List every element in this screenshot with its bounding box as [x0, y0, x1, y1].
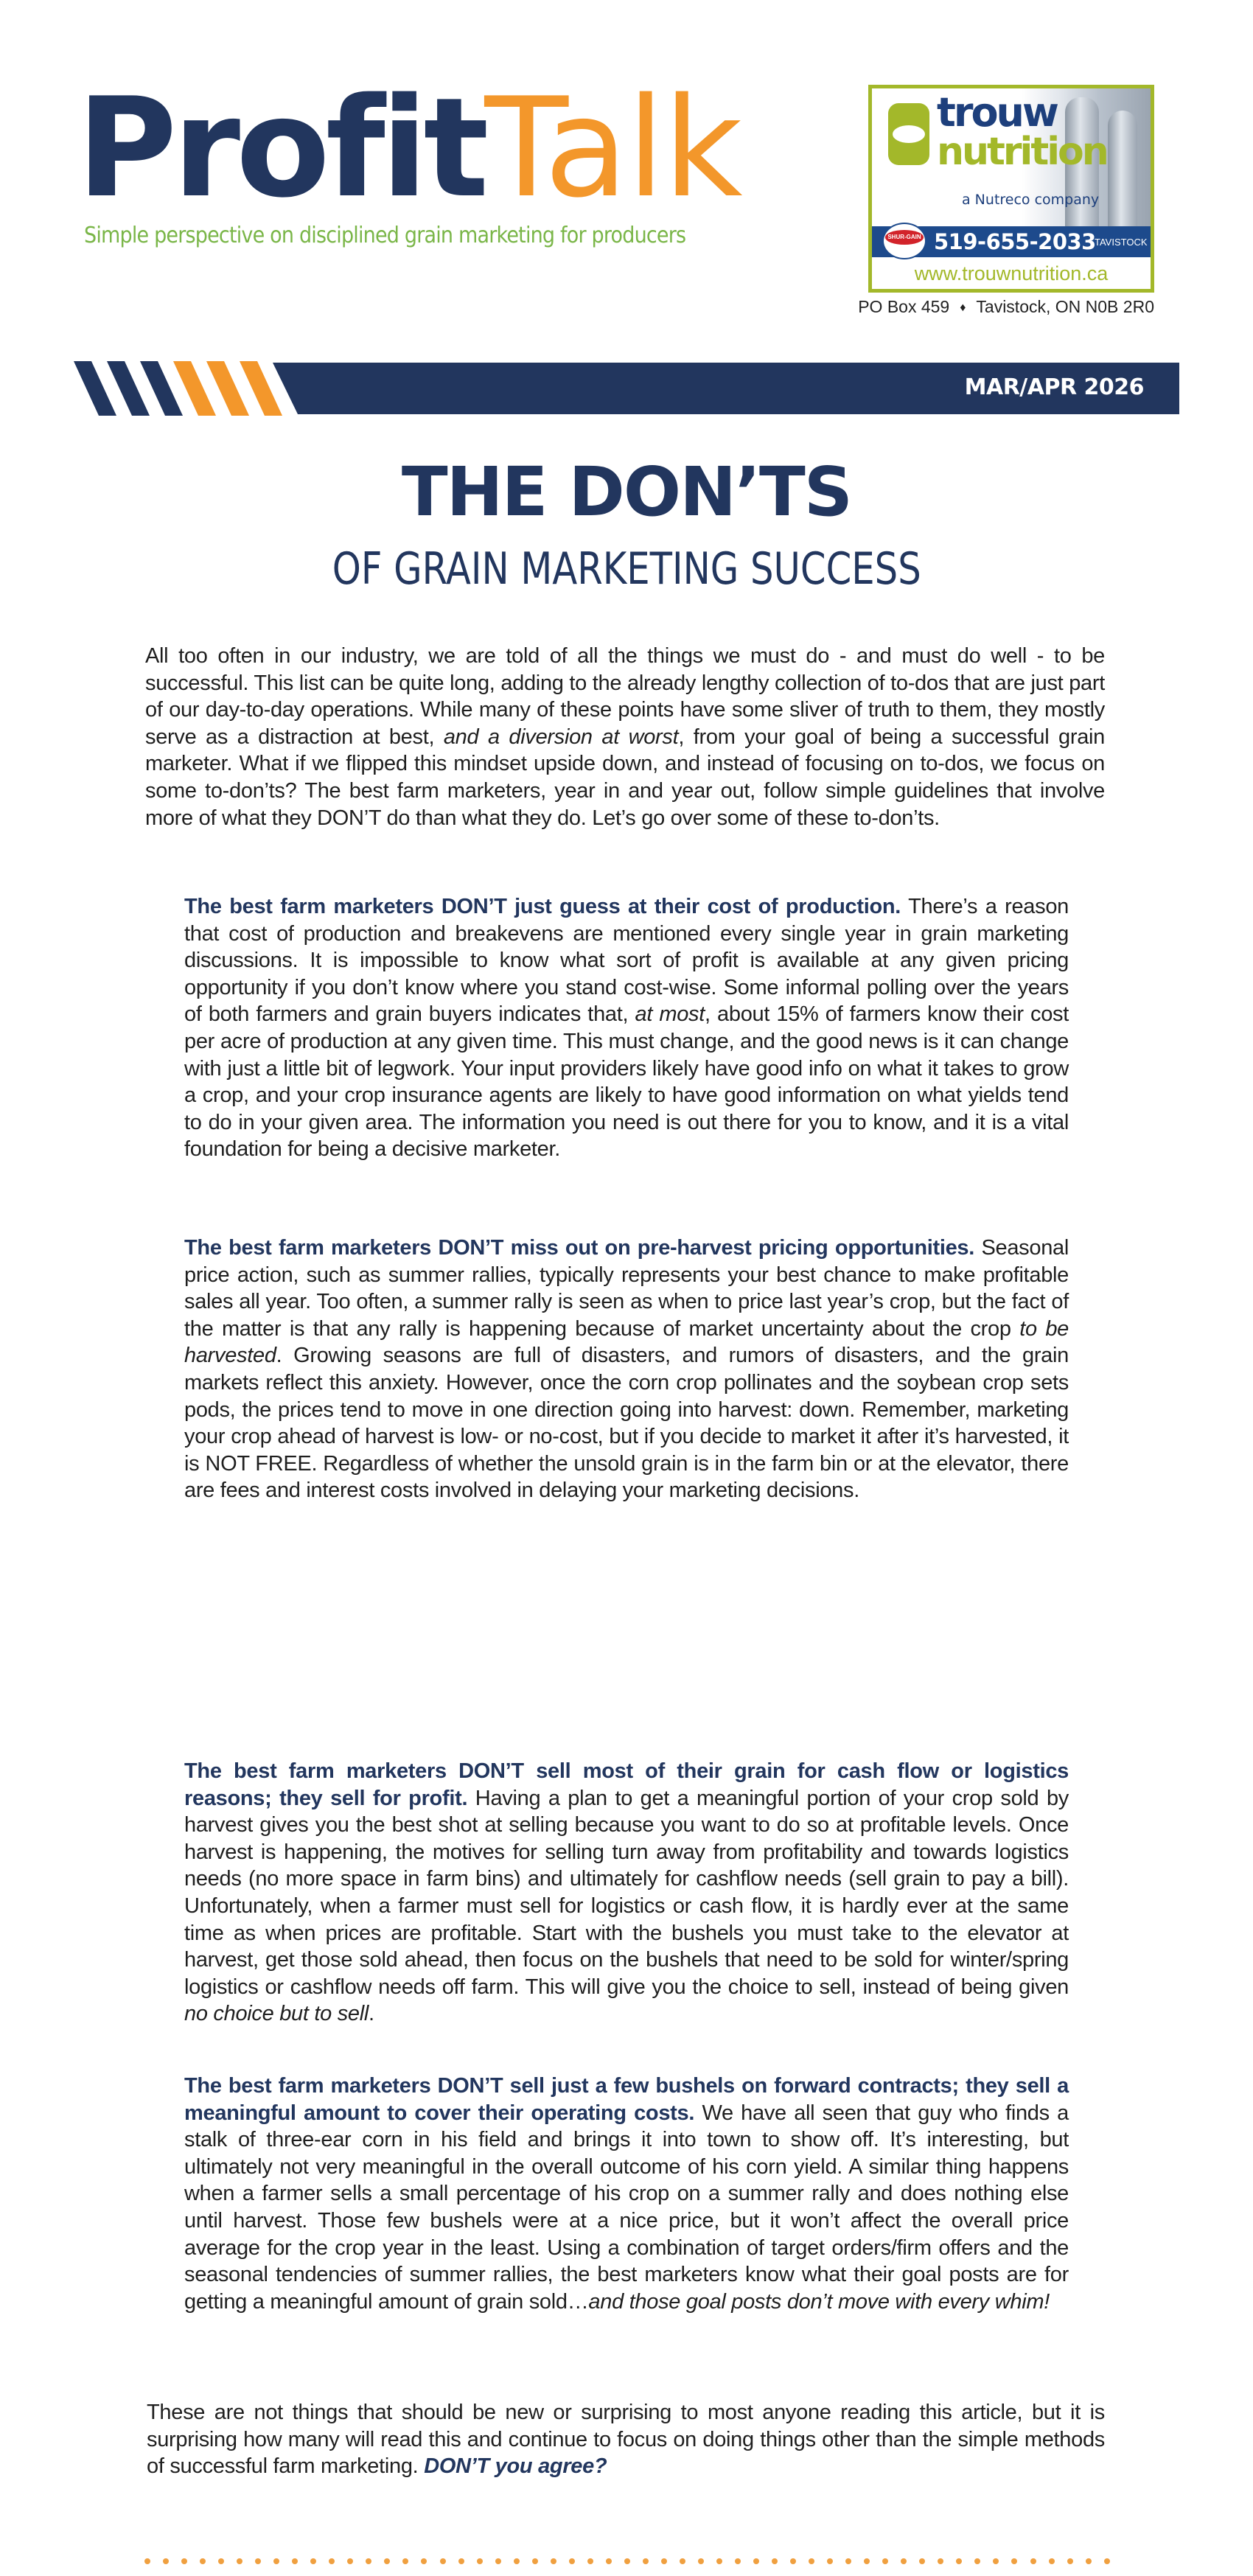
divider-dot — [255, 2558, 261, 2564]
divider-dot — [901, 2558, 907, 2564]
conclusion-text: These are not things that should be new or surprising to most anyone reading this article, but it is surprising how many will read this and continue to focus on doing things other than the simple methods of successful farm marketing. — [147, 2401, 1105, 2479]
divider-dot — [882, 2558, 888, 2564]
section-meaningful-amount — [184, 2073, 1069, 2315]
section-text: . Growing seasons are full of disasters, and rumors of disasters, and the grain markets reflect this anxiety. However, once the corn crop pollinates and the soybean crop sets pods, the prices tend to move in one direction going into harvest: down. Remember, marketing your crop ahead of harvest is low- or no-cost, but if you decide to market it after it’s harvested, it is NOT FREE. Regardless of whether the unsold grain is in the farm bin or at the elevator, there are fees and interest costs involved in delaying your marketing decisions. — [184, 1344, 1069, 1503]
brand-name-line1: trouw — [937, 89, 1057, 136]
divider-dot — [956, 2558, 962, 2564]
divider-dot — [477, 2558, 483, 2564]
phone-number[interactable]: 519-655-2033 — [934, 229, 1096, 254]
section-text: There’s a reason that cost of production and breakevens are mentioned every single year in grain marketing discussions. It is impossible to know what sort of profit is available at any given pricing opportunity if you don’t know where you stand cost-wise. Some informal polling over the years of both farmers and grain buyers indicates that, — [184, 895, 1069, 1027]
section-sell-for-profit — [184, 1758, 1069, 2028]
divider-dot — [735, 2558, 741, 2564]
divider-dot — [790, 2558, 796, 2564]
stripe-orange-2 — [206, 361, 249, 416]
divider-dot — [1030, 2558, 1036, 2564]
divider-dot — [551, 2558, 556, 2564]
divider-dot — [384, 2558, 390, 2564]
divider-dot — [181, 2558, 187, 2564]
divider-dot — [606, 2558, 612, 2564]
website-link[interactable]: www.trouwnutrition.ca — [914, 262, 1109, 285]
divider-dot — [624, 2558, 630, 2564]
dotted-divider — [144, 2556, 1110, 2566]
article-subtitle-text: OF GRAIN MARKETING SUCCESS — [332, 543, 921, 595]
divider-dot — [661, 2558, 667, 2564]
section-pre-harvest-pricing — [184, 1235, 1069, 1504]
divider-dot — [753, 2558, 759, 2564]
section-emphasis: at most — [635, 1002, 705, 1027]
conclusion-closer: DON’T you agree? — [424, 2454, 607, 2479]
divider-dot — [495, 2558, 501, 2564]
badge-text: SHUR-GAIN — [885, 230, 924, 245]
section-lead: The best farm marketers DON’T sell just a few bushels on forward contracts; they sell a meaningful amount to cover their operating costs. — [184, 2074, 1069, 2125]
section-lead: The best farm marketers DON’T sell most of their grain for cash flow or logistics reasons; they sell for profit. — [184, 1759, 1069, 1810]
divider-dot — [716, 2558, 722, 2564]
profit-talk-logo — [77, 68, 741, 228]
section-text: Seasonal price action, such as summer rallies, typically represents your best chance to make profitable sales all year. Too often, a summer rally is seen as when to price last year’s crop, but the fact of the matter is that any rally is happening because of market uncertainty about the crop — [184, 1236, 1069, 1341]
phone-location: TAVISTOCK — [1095, 237, 1148, 248]
divider-dot — [292, 2558, 298, 2564]
divider-dot — [310, 2558, 316, 2564]
divider-dot — [1049, 2558, 1055, 2564]
divider-dot — [974, 2558, 980, 2564]
divider-dot — [772, 2558, 778, 2564]
section-emphasis: no choice but to sell — [184, 2002, 369, 2026]
section-text: , about 15% of farmers know their cost per acre of production at any given time. This must change, and the good news is it can change with just a little bit of legwork. Your input providers likely have good info on what it takes to grow a crop, and your crop insurance agents are likely to have good information on what yields tend to do in your given area. The information you need is out there for you to know, and it is a vital foundation for being a decisive marketer. — [184, 1002, 1069, 1162]
address-po-box: PO Box 459 — [858, 297, 950, 316]
phone-bar — [872, 226, 1151, 257]
intro-emphasis: and a diversion at worst — [443, 725, 679, 749]
intro-text: , from your goal of being a successful grain marketer. What if we flipped this mindset upside down, and instead of focusing on to-dos, we focus on some to-don’ts? The best farm marketers, year in and year out, follow simple guidelines that involve more of what they DON’T do than what they do. Let’s go over some of these to-don’ts. — [145, 725, 1105, 830]
article-subtitle — [0, 543, 1253, 595]
shur-gain-badge-icon — [882, 223, 926, 259]
divider-dot — [514, 2558, 520, 2564]
brand-subline: a Nutreco company — [962, 192, 1100, 208]
section-text: Having a plan to get a meaningful portion of your crop sold by harvest gives you the best shot at selling because you want to do so at profitable levels. Once harvest is happening, the motives for selling turn away from profitability and towards logistics needs (no more space in farm bins) and ultimately for cashflow needs (sell grain to pay a bill). Unfortunately, when a farmer must sell for logistics or cash flow, it is hardly ever at the same time as when prices are profitable. Start with the bushels you must take to the elevator at harvest, get those sold ahead, then focus on the bushels that need to be sold for winter/spring logistics or cashflow needs off farm. This will give you the choice to sell, instead of being given — [184, 1786, 1069, 1999]
divider-dot — [347, 2558, 353, 2564]
divider-dot — [366, 2558, 371, 2564]
divider-dot — [643, 2558, 649, 2564]
divider-dot — [587, 2558, 593, 2564]
divider-dot — [458, 2558, 464, 2564]
divider-dot — [200, 2558, 206, 2564]
divider-dot — [163, 2558, 169, 2564]
divider-dot — [938, 2558, 943, 2564]
divider-dot — [698, 2558, 704, 2564]
divider-dot — [421, 2558, 427, 2564]
divider-dot — [1011, 2558, 1017, 2564]
conclusion-paragraph — [147, 2399, 1105, 2480]
divider-dot — [827, 2558, 833, 2564]
divider-dot — [1067, 2558, 1073, 2564]
divider-dot — [440, 2558, 446, 2564]
article-title: THE DON’TS — [401, 453, 852, 531]
divider-dot — [1104, 2558, 1110, 2564]
intro-paragraph — [145, 643, 1105, 831]
section-text: We have all seen that guy who finds a stalk of three-ear corn in his field and brings it into town to show off. It’s interesting, but ultimately not very meaningful in the overall outcome of his corn yield. A similar thing happens when a farmer sells a small percentage of his crop on a summer rally and does nothing else until harvest. Those few bushels were at a nice price, but it won’t affect the overall price average for the crop year in the least. Using a combination of target orders/firm offers and the seasonal tendencies of summer rallies, the best marketers know what their goal posts are for getting a meaningful amount of grain sold… — [184, 2101, 1069, 2314]
section-emphasis: to be harvested — [184, 1316, 1069, 1368]
trouw-logo-icon — [888, 103, 929, 165]
divider-dot — [864, 2558, 870, 2564]
section-emphasis: and those goal posts don’t move with every whim! — [588, 2289, 1050, 2314]
divider-dot — [569, 2558, 575, 2564]
address-city: Tavistock, ON N0B 2R0 — [976, 297, 1154, 316]
section-text: . — [369, 2002, 374, 2026]
divider-dot — [532, 2558, 538, 2564]
divider-dot — [237, 2558, 242, 2564]
brand-name-line2: nutrition — [937, 130, 1107, 174]
stripe-navy-1 — [74, 361, 116, 416]
section-cost-of-production — [184, 893, 1069, 1163]
issue-banner — [0, 361, 1253, 416]
stripe-orange-1 — [173, 361, 216, 416]
divider-dot — [218, 2558, 224, 2564]
diamond-separator-icon: ♦ — [960, 301, 966, 314]
section-lead: The best farm marketers DON’T miss out on pre-harvest pricing opportunities. — [184, 1236, 975, 1260]
divider-dot — [329, 2558, 335, 2564]
divider-dot — [845, 2558, 851, 2564]
divider-dot — [993, 2558, 999, 2564]
sponsor-ad[interactable] — [868, 85, 1154, 293]
divider-dot — [809, 2558, 814, 2564]
divider-dot — [144, 2558, 150, 2564]
divider-dot — [919, 2558, 925, 2564]
logo-profit-text: Profit — [77, 68, 485, 228]
divider-dot — [402, 2558, 408, 2564]
issue-date: MAR/APR 2026 — [964, 374, 1144, 400]
stripe-navy-2 — [107, 361, 150, 416]
stripe-orange-3 — [240, 361, 282, 416]
mailing-address — [826, 297, 1154, 317]
stripe-navy-3 — [140, 361, 183, 416]
divider-dot — [680, 2558, 685, 2564]
divider-dot — [1086, 2558, 1092, 2564]
logo-talk-text: Talk — [484, 68, 741, 228]
section-lead: The best farm marketers DON’T just guess at their cost of production. — [184, 895, 901, 918]
tagline: Simple perspective on disciplined grain marketing for producers — [84, 223, 686, 248]
divider-dot — [273, 2558, 279, 2564]
intro-text: All too often in our industry, we are told of all the things we must do - and must do well - to be successful. This list can be quite long, adding to the already lengthy collection of to-dos that are just part of our day-to-day operations. While many of these points have some sliver of truth to them, they mostly serve as a distraction at best, — [145, 644, 1105, 749]
